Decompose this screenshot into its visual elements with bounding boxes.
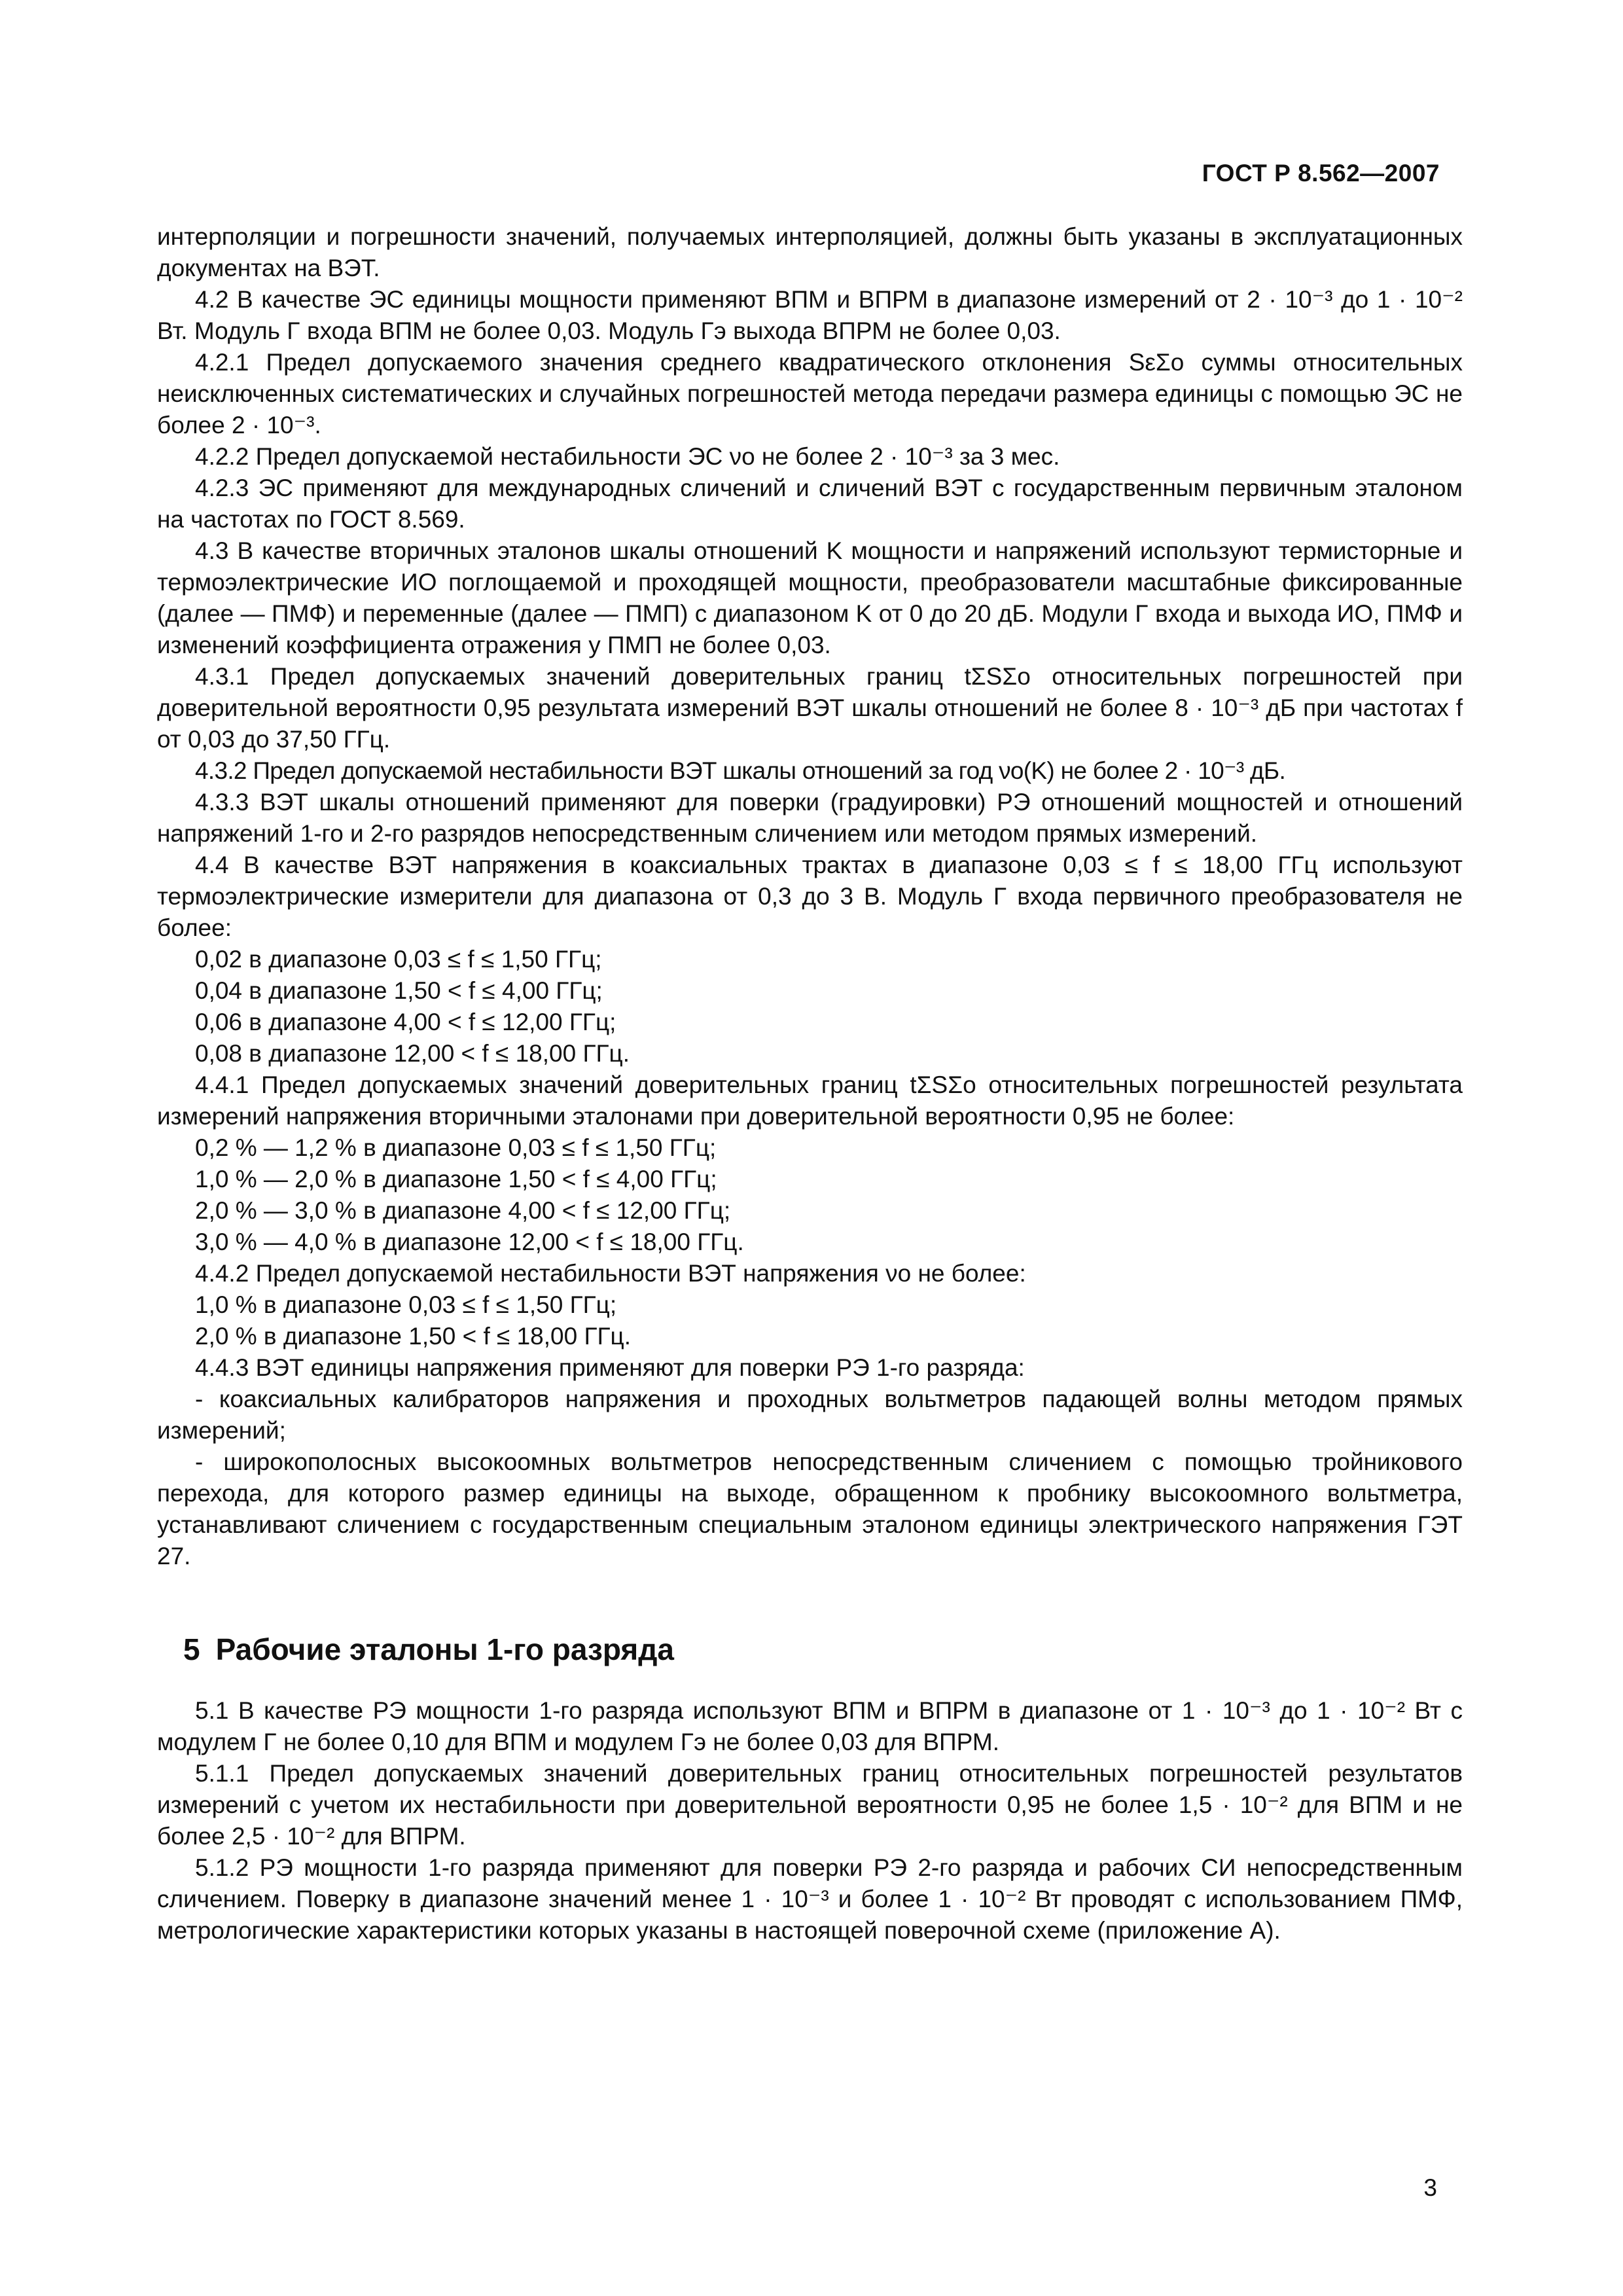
list-item: 1,0 % — 2,0 % в диапазоне 1,50 < f ≤ 4,00 ГГц; — [195, 1166, 717, 1193]
paragraph-5-1-2: 5.1.2 РЭ мощности 1-го разряда применяют для поверки РЭ 2-го разряда и рабочих СИ непосредственным сличением. Поверку в диапазоне значений менее 1 · 10⁻³ и более 1 · 10⁻² Вт проводят с использованием ПМФ, метрологические характеристики которых указаны в настоящей поверочной схеме (приложение А). — [157, 1854, 1463, 1944]
list-item: 0,2 % — 1,2 % в диапазоне 0,03 ≤ f ≤ 1,50 ГГц; — [195, 1134, 717, 1161]
paragraph-4-4-1: 4.4.1 Предел допускаемых значений доверительных границ tΣSΣо относительных погрешностей результата измерений напряжения вторичными эталонами при доверительной вероятности 0,95 не более: — [157, 1071, 1463, 1130]
paragraph-4-3: 4.3 В качестве вторичных эталонов шкалы отношений K мощности и напряжений используют термисторные и термоэлектрические ИО поглощаемой и проходящей мощности, преобразователи масштабные фиксированные (далее — ПМФ) и переменные (далее — ПМП) с диапазоном K от 0 до 20 дБ. Модули Γ входа и выхода ИО, ПМФ и изменений коэффициента отражения у ПМП не более 0,03. — [157, 537, 1463, 658]
paragraph-4-4: 4.4 В качестве ВЭТ напряжения в коаксиальных трактах в диапазоне 0,03 ≤ f ≤ 18,00 ГГц используют термоэлектрические измерители для диапазона от 0,3 до 3 В. Модуль Γ входа первичного преобразователя не более: — [157, 852, 1463, 941]
list-item: 0,08 в диапазоне 12,00 < f ≤ 18,00 ГГц. — [195, 1040, 630, 1067]
list-item: 0,02 в диапазоне 0,03 ≤ f ≤ 1,50 ГГц; — [195, 946, 602, 973]
paragraph-4-3-2: 4.3.2 Предел допускаемой нестабильности ВЭТ шкалы отношений за год νо(K) не более 2 · 10⁻³ дБ. — [195, 757, 1286, 784]
paragraph-4-3-3: 4.3.3 ВЭТ шкалы отношений применяют для поверки (градуировки) РЭ отношений мощностей и отношений напряжений 1-го и 2-го разрядов непосредственным сличением или методом прямых измерений. — [157, 789, 1463, 847]
paragraph-continuation: интерполяции и погрешности значений, получаемых интерполяцией, должны быть указаны в эксплуатационных документах на ВЭТ. — [157, 223, 1463, 281]
list-item: 2,0 % в диапазоне 1,50 < f ≤ 18,00 ГГц. — [195, 1323, 632, 1350]
document-body — [157, 221, 1463, 1946]
list-item: 2,0 % — 3,0 % в диапазоне 4,00 < f ≤ 12,00 ГГц; — [195, 1197, 731, 1224]
list-item-dash: - коаксиальных калибраторов напряжения и проходных вольтметров падающей волны методом прямых измерений; — [157, 1386, 1463, 1444]
paragraph-4-4-3: 4.4.3 ВЭТ единицы напряжения применяют для поверки РЭ 1-го разряда: — [195, 1354, 1025, 1381]
page-number: 3 — [1423, 2174, 1437, 2201]
paragraph-4-2-3: 4.2.3 ЭС применяют для международных сличений и сличений ВЭТ с государственным первичным эталоном на частотах по ГОСТ 8.569. — [157, 475, 1463, 533]
document-standard-number: ГОСТ Р 8.562—2007 — [1202, 160, 1440, 187]
list-item: 0,04 в диапазоне 1,50 < f ≤ 4,00 ГГц; — [195, 977, 603, 1004]
section-heading — [183, 1630, 1463, 1669]
section-number: 5 — [183, 1632, 200, 1666]
list-item: 0,06 в диапазоне 4,00 < f ≤ 12,00 ГГц; — [195, 1009, 616, 1035]
paragraph-5-1-1: 5.1.1 Предел допускаемых значений доверительных границ относительных погрешностей результатов измерений с учетом их нестабильности при доверительной вероятности 0,95 не более 1,5 · 10⁻² для ВПМ и не более 2,5 · 10⁻² для ВПРМ. — [157, 1760, 1463, 1850]
paragraph-4-2: 4.2 В качестве ЭС единицы мощности применяют ВПМ и ВПРМ в диапазоне измерений от 2 · 10⁻³ до 1 · 10⁻² Вт. Модуль Γ входа ВПМ не более 0,03. Модуль Γэ выхода ВПРМ не более 0,03. — [157, 286, 1463, 344]
paragraph-4-2-1: 4.2.1 Предел допускаемого значения среднего квадратического отклонения SεΣо суммы относительных неисключенных систематических и случайных погрешностей метода передачи размера единицы с помощью ЭС не более 2 · 10⁻³. — [157, 349, 1463, 439]
list-item: 3,0 % — 4,0 % в диапазоне 12,00 < f ≤ 18,00 ГГц. — [195, 1229, 744, 1255]
paragraph-4-3-1: 4.3.1 Предел допускаемых значений доверительных границ tΣSΣо относительных погрешностей при доверительной вероятности 0,95 результата измерений ВЭТ шкалы отношений не более 8 · 10⁻³ дБ при частотах f от 0,03 до 37,50 ГГц. — [157, 663, 1463, 753]
list-item: 1,0 % в диапазоне 0,03 ≤ f ≤ 1,50 ГГц; — [195, 1291, 617, 1318]
section-title: Рабочие эталоны 1-го разряда — [215, 1632, 674, 1666]
paragraph-4-2-2: 4.2.2 Предел допускаемой нестабильности ЭС νо не более 2 · 10⁻³ за 3 мес. — [195, 443, 1060, 470]
paragraph-4-4-2: 4.4.2 Предел допускаемой нестабильности ВЭТ напряжения νо не более: — [195, 1260, 1026, 1287]
list-item-dash: - широкополосных высокоомных вольтметров непосредственным сличением с помощью тройникового перехода, для которого размер единицы на выходе, обращенном к пробнику высокоомного вольтметра, устанавливают сличением с государственным специальным эталоном единицы электрического напряжения ГЭТ 27. — [157, 1448, 1463, 1570]
paragraph-5-1: 5.1 В качестве РЭ мощности 1-го разряда используют ВПМ и ВПРМ в диапазоне от 1 · 10⁻³ до 1 · 10⁻² Вт с модулем Γ не более 0,10 для ВПМ и модулем Γэ не более 0,03 для ВПРМ. — [157, 1697, 1463, 1755]
